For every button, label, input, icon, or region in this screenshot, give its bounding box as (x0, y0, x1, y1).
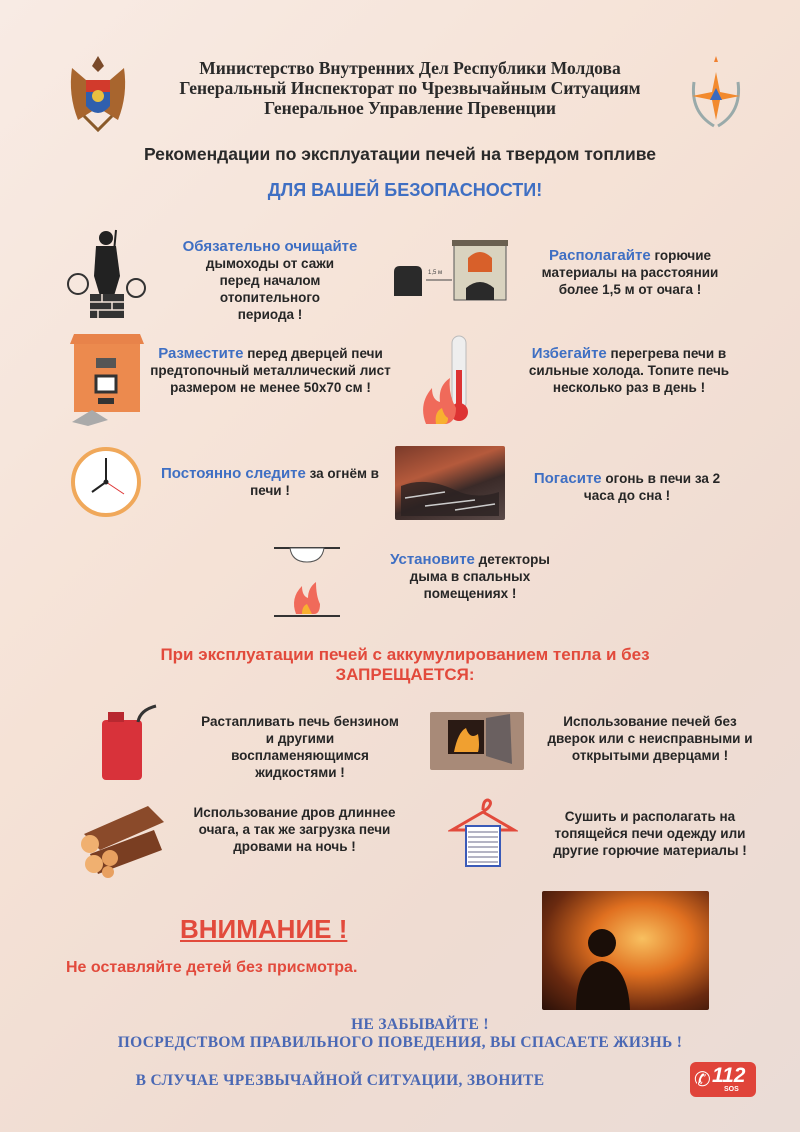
clock-icon (70, 446, 142, 518)
open-stove-photo (430, 712, 524, 770)
child-fire-photo (542, 891, 709, 1010)
thermometer-flame-icon (418, 334, 478, 426)
recommendation-lead: Установите (390, 551, 475, 568)
prohibited-long-logs: Использование дров длиннее очага, а так же загрузка печи дровами на ночь ! (193, 805, 396, 854)
emergency-sos: SOS (724, 1086, 739, 1093)
recommendation-text: перегрева печи в сильные холода. Топите печь несколько раз в день ! (528, 346, 730, 395)
recommendation-text: за огнём в печи ! (250, 466, 379, 498)
prohibited-open-doors: Использование печей без дверок или с неисправными и открытыми дверцами ! (547, 714, 753, 763)
recommendation-text: детекторы дыма в спальных помещениях ! (409, 552, 550, 601)
poster-title: Рекомендации по эксплуатации печей на твердом топливе (143, 144, 657, 164)
emergency-number: 112 (712, 1064, 746, 1087)
recommendation-metal-sheet (148, 345, 393, 396)
prohibited-drying-clothes: Сушить и располагать на топящейся печи одежду или другие горючие материалы ! (553, 809, 747, 858)
header-ministry: Министерство Внутренних Дел Республики Молдова (199, 58, 621, 78)
recommendation-text: горючие материалы на расстоянии более 1,5 м от очага ! (541, 248, 719, 297)
emergency-service-emblem (684, 52, 748, 132)
footer-call-text: В СЛУЧАЕ ЧРЕЗВЫЧАЙНОЙ СИТУАЦИИ, ЗВОНИТЕ (135, 1072, 545, 1089)
footer-message: ПОСРЕДСТВОМ ПРАВИЛЬНОГО ПОВЕДЕНИЯ, ВЫ СПАСАЕТЕ ЖИЗНЬ ! (117, 1034, 683, 1051)
distance-label: 1,5 м (428, 270, 443, 276)
header-inspectorate: Генеральный Инспекторат по Чрезвычайным Ситуациям (179, 78, 641, 98)
moldova-coat-of-arms (64, 50, 132, 132)
hanger-icon (448, 796, 518, 868)
phone-icon: ✆ (694, 1069, 711, 1091)
recommendation-extinguish (522, 470, 732, 504)
emergency-112-badge[interactable] (690, 1062, 756, 1097)
recommendation-lead: Располагайте (548, 247, 651, 264)
warning-title: ВНИМАНИЕ ! (180, 914, 348, 944)
warning-text: Не оставляйте детей без присмотра. (66, 959, 358, 976)
recommendation-keep-distance (520, 247, 740, 298)
recommendation-lead: Постоянно следите (161, 465, 306, 482)
recommendation-watch-fire (160, 465, 380, 499)
prohibited-heading: При эксплуатации печей с аккумулированием тепла и без (160, 645, 650, 664)
recommendation-lead: Обязательно очищайте (182, 238, 358, 255)
recommendation-avoid-overheating (518, 345, 740, 396)
header-department: Генеральное Управление Превенции (264, 98, 556, 118)
smoke-detector-icon (272, 538, 342, 618)
recommendation-text: перед дверцей печи предтопочный металлический лист размером не менее 50х70 см ! (150, 346, 391, 395)
prohibited-label: ЗАПРЕЩАЕТСЯ: (335, 665, 475, 684)
brick-oven-icon (68, 330, 146, 426)
embers-photo (395, 446, 505, 520)
recommendation-lead: Разместите (158, 345, 244, 362)
footer-reminder: НЕ ЗАБЫВАЙТЕ ! (351, 1016, 489, 1033)
chimney-sweep-icon (66, 226, 148, 320)
firewood-icon (78, 800, 168, 878)
recommendation-text: огонь в печи за 2 часа до сна ! (583, 471, 721, 503)
recommendation-lead: Погасите (533, 470, 602, 487)
recommendation-lead: Избегайте (531, 345, 607, 362)
recommendation-clean-chimney (150, 238, 390, 323)
recommendation-text: дымоходы от сажи перед началом отопительного периода ! (205, 256, 335, 322)
stove-distance-icon (390, 238, 510, 302)
prohibited-petrol: Растапливать печь бензином и другими воспламеняющимся жидкостями ! (201, 714, 399, 780)
jerrycan-icon (98, 704, 162, 782)
poster-subtitle: ДЛЯ ВАШЕЙ БЕЗОПАСНОСТИ! (267, 180, 543, 200)
recommendation-smoke-detectors (370, 551, 570, 602)
